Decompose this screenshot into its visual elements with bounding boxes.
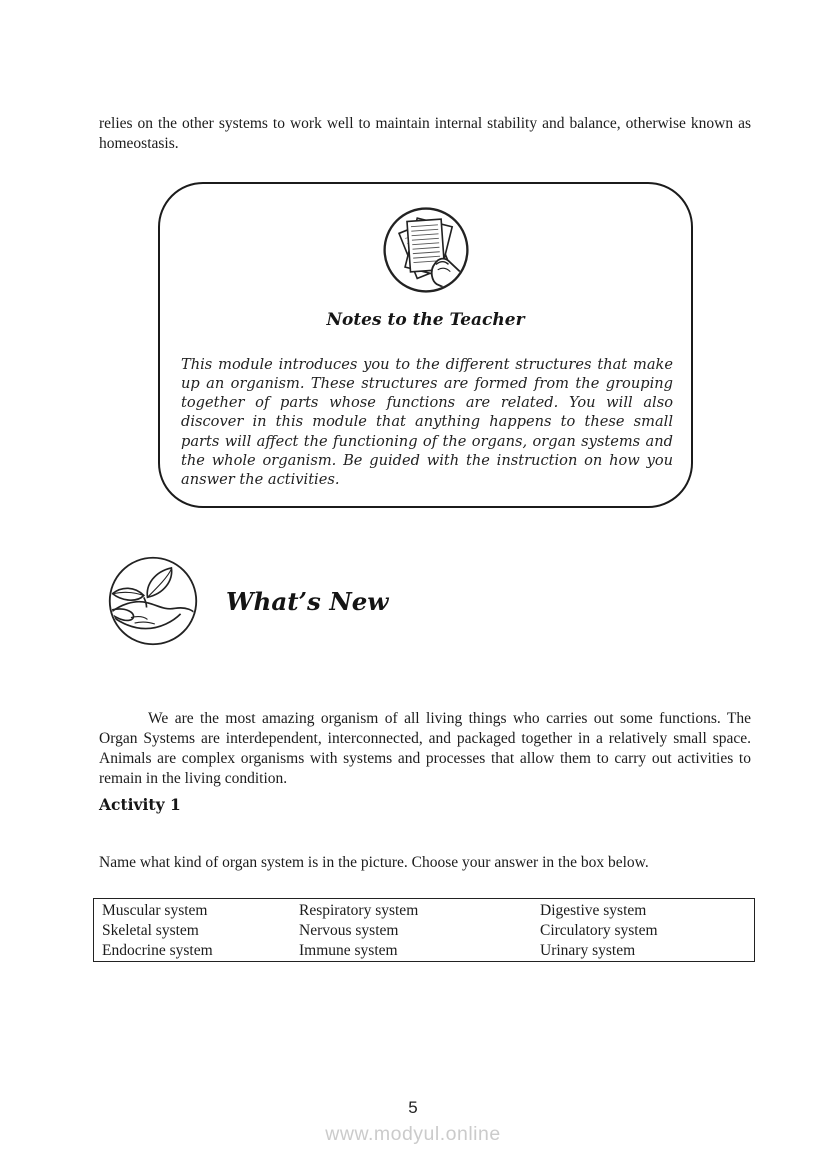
word-bank-item: Circulatory system bbox=[540, 922, 658, 940]
page-number: 5 bbox=[408, 1098, 418, 1117]
notes-box-body: This module introduces you to the different structures that make up an organism. These structures are formed from the grouping together of parts whose functions are related. You will also discover in this module that anything happens to these small parts will affect the functioning of the organs, organ systems and the whole organism. Be guided with the instruction on how you answer the activities. bbox=[181, 355, 673, 489]
word-bank-item: Muscular system bbox=[102, 902, 208, 919]
notes-box-title: Notes to the Teacher bbox=[326, 310, 525, 330]
word-bank-item: Digestive system bbox=[540, 902, 647, 919]
seedling-in-hand-icon bbox=[107, 555, 199, 647]
word-bank-item: Immune system bbox=[299, 942, 398, 960]
papers-in-hand-icon bbox=[160, 205, 691, 295]
word-bank-item: Respiratory system bbox=[299, 902, 419, 919]
whats-new-title: What’s New bbox=[226, 587, 389, 616]
word-bank-item: Urinary system bbox=[540, 942, 636, 960]
activity-instruction: Name what kind of organ system is in the picture. Choose your answer in the box below. bbox=[99, 853, 649, 871]
intro-paragraph: relies on the other systems to work well to maintain internal stability and balance, otherwise known as homeostasis. bbox=[99, 114, 751, 152]
notes-to-teacher-box bbox=[158, 182, 693, 508]
activity-heading: Activity 1 bbox=[99, 795, 181, 814]
word-bank-item: Nervous system bbox=[299, 922, 399, 940]
word-bank-item: Skeletal system bbox=[102, 922, 199, 940]
whats-new-paragraph: We are the most amazing organism of all living things who carries out some functions. The Organ Systems are interdependent, interconnected, and packaged together in a relatively small space. Animals are complex organisms with systems and processes that allow them to carry out activities to remain in the living condition. bbox=[99, 709, 751, 788]
watermark-text: www.modyul.online bbox=[325, 1123, 501, 1145]
word-bank-item: Endocrine system bbox=[102, 942, 213, 960]
answer-word-bank bbox=[93, 898, 755, 962]
